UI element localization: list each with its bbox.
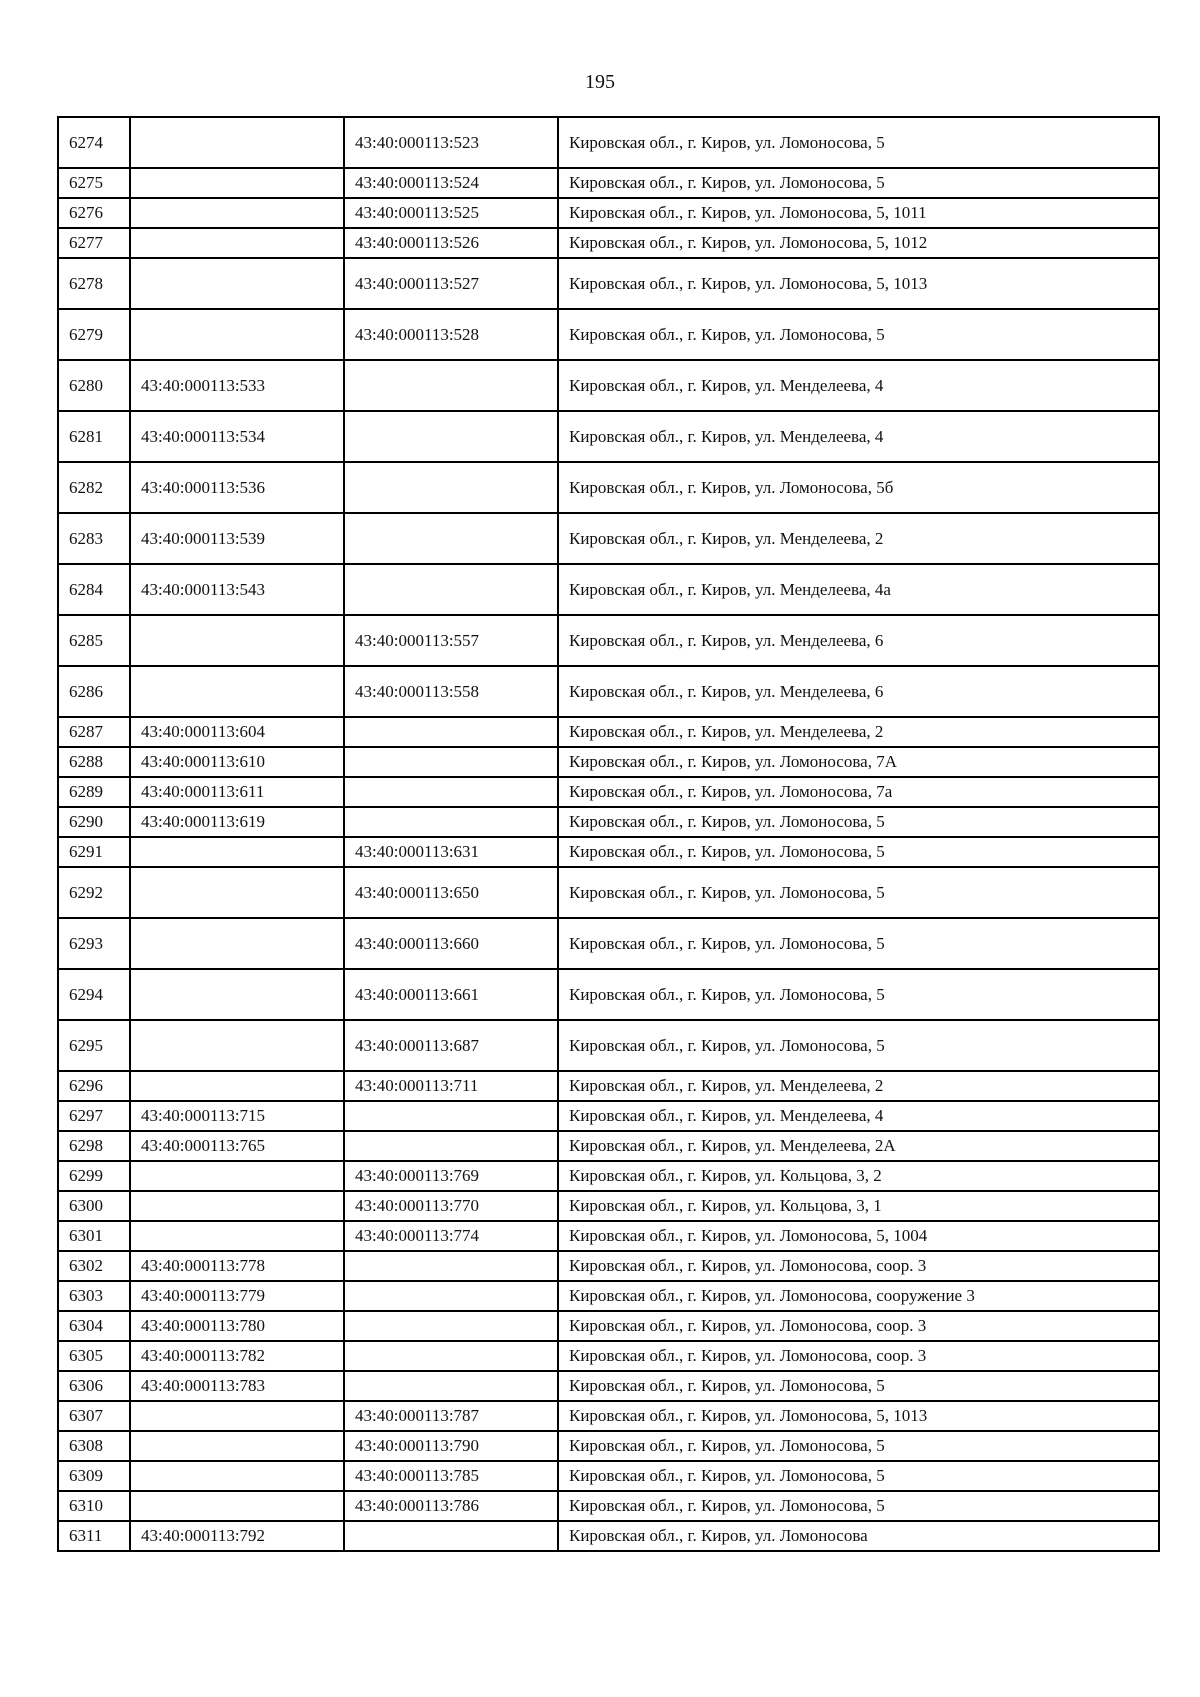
page-number: 195 <box>585 71 615 93</box>
row-number-cell: 6302 <box>58 1251 130 1281</box>
object-cadastral-number-cell: 43:40:000113:660 <box>344 918 558 969</box>
land-cadastral-number-cell: 43:40:000113:782 <box>130 1341 344 1371</box>
object-cadastral-number-cell: 43:40:000113:711 <box>344 1071 558 1101</box>
land-cadastral-number-cell: 43:40:000113:604 <box>130 717 344 747</box>
table-row <box>58 1101 1159 1131</box>
object-cadastral-number-cell <box>344 1281 558 1311</box>
land-cadastral-number-cell <box>130 1461 344 1491</box>
table-row <box>58 117 1159 168</box>
land-cadastral-number-cell <box>130 1071 344 1101</box>
address-cell: Кировская обл., г. Киров, ул. Менделеева, 6 <box>558 615 1159 666</box>
object-cadastral-number-cell <box>344 513 558 564</box>
address-cell: Кировская обл., г. Киров, ул. Менделеева, 6 <box>558 666 1159 717</box>
row-number-cell: 6278 <box>58 258 130 309</box>
object-cadastral-number-cell: 43:40:000113:661 <box>344 969 558 1020</box>
table-row <box>58 1311 1159 1341</box>
row-number-cell: 6285 <box>58 615 130 666</box>
address-cell: Кировская обл., г. Киров, ул. Менделеева, 2 <box>558 717 1159 747</box>
object-cadastral-number-cell <box>344 462 558 513</box>
row-number-cell: 6311 <box>58 1521 130 1551</box>
object-cadastral-number-cell <box>344 747 558 777</box>
row-number-cell: 6301 <box>58 1221 130 1251</box>
table-row <box>58 1521 1159 1551</box>
row-number-cell: 6281 <box>58 411 130 462</box>
address-cell: Кировская обл., г. Киров, ул. Кольцова, 3, 2 <box>558 1161 1159 1191</box>
table-row <box>58 1020 1159 1071</box>
row-number-cell: 6283 <box>58 513 130 564</box>
address-cell: Кировская обл., г. Киров, ул. Ломоносова, сооружение 3 <box>558 1281 1159 1311</box>
row-number-cell: 6309 <box>58 1461 130 1491</box>
table-row <box>58 228 1159 258</box>
land-cadastral-number-cell: 43:40:000113:610 <box>130 747 344 777</box>
land-cadastral-number-cell: 43:40:000113:715 <box>130 1101 344 1131</box>
table-row <box>58 1281 1159 1311</box>
table-row <box>58 564 1159 615</box>
object-cadastral-number-cell: 43:40:000113:525 <box>344 198 558 228</box>
row-number-cell: 6287 <box>58 717 130 747</box>
land-cadastral-number-cell: 43:40:000113:611 <box>130 777 344 807</box>
address-cell: Кировская обл., г. Киров, ул. Ломоносова, 5, 1011 <box>558 198 1159 228</box>
land-cadastral-number-cell: 43:40:000113:536 <box>130 462 344 513</box>
table-row <box>58 1161 1159 1191</box>
address-cell: Кировская обл., г. Киров, ул. Ломоносова, 5б <box>558 462 1159 513</box>
land-cadastral-number-cell: 43:40:000113:783 <box>130 1371 344 1401</box>
row-number-cell: 6291 <box>58 837 130 867</box>
object-cadastral-number-cell <box>344 1251 558 1281</box>
object-cadastral-number-cell: 43:40:000113:774 <box>344 1221 558 1251</box>
table-row <box>58 1401 1159 1431</box>
row-number-cell: 6306 <box>58 1371 130 1401</box>
address-cell: Кировская обл., г. Киров, ул. Ломоносова, 5, 1013 <box>558 1401 1159 1431</box>
table-row <box>58 1491 1159 1521</box>
object-cadastral-number-cell <box>344 1371 558 1401</box>
land-cadastral-number-cell: 43:40:000113:792 <box>130 1521 344 1551</box>
row-number-cell: 6288 <box>58 747 130 777</box>
land-cadastral-number-cell <box>130 1161 344 1191</box>
registry-table <box>57 116 1160 1552</box>
table-row <box>58 1461 1159 1491</box>
address-cell: Кировская обл., г. Киров, ул. Ломоносова, 5 <box>558 1431 1159 1461</box>
table-row <box>58 258 1159 309</box>
object-cadastral-number-cell: 43:40:000113:526 <box>344 228 558 258</box>
address-cell: Кировская обл., г. Киров, ул. Менделеева, 2 <box>558 513 1159 564</box>
land-cadastral-number-cell <box>130 309 344 360</box>
address-cell: Кировская обл., г. Киров, ул. Ломоносова, 5 <box>558 309 1159 360</box>
row-number-cell: 6310 <box>58 1491 130 1521</box>
object-cadastral-number-cell <box>344 1341 558 1371</box>
land-cadastral-number-cell: 43:40:000113:533 <box>130 360 344 411</box>
address-cell: Кировская обл., г. Киров, ул. Ломоносова, 5 <box>558 1491 1159 1521</box>
address-cell: Кировская обл., г. Киров, ул. Менделеева, 4 <box>558 1101 1159 1131</box>
land-cadastral-number-cell <box>130 1020 344 1071</box>
object-cadastral-number-cell: 43:40:000113:769 <box>344 1161 558 1191</box>
object-cadastral-number-cell: 43:40:000113:527 <box>344 258 558 309</box>
address-cell: Кировская обл., г. Киров, ул. Ломоносова, 5 <box>558 1461 1159 1491</box>
row-number-cell: 6295 <box>58 1020 130 1071</box>
address-cell: Кировская обл., г. Киров, ул. Ломоносова, 7А <box>558 747 1159 777</box>
land-cadastral-number-cell <box>130 837 344 867</box>
table-row <box>58 1071 1159 1101</box>
address-cell: Кировская обл., г. Киров, ул. Менделеева, 2А <box>558 1131 1159 1161</box>
table-row <box>58 837 1159 867</box>
row-number-cell: 6304 <box>58 1311 130 1341</box>
table-row <box>58 513 1159 564</box>
land-cadastral-number-cell: 43:40:000113:539 <box>130 513 344 564</box>
table-row <box>58 867 1159 918</box>
address-cell: Кировская обл., г. Киров, ул. Ломоносова, 7а <box>558 777 1159 807</box>
table-row <box>58 969 1159 1020</box>
row-number-cell: 6307 <box>58 1401 130 1431</box>
address-cell: Кировская обл., г. Киров, ул. Ломоносова, 5 <box>558 1020 1159 1071</box>
address-cell: Кировская обл., г. Киров, ул. Менделеева, 4 <box>558 411 1159 462</box>
row-number-cell: 6280 <box>58 360 130 411</box>
land-cadastral-number-cell <box>130 117 344 168</box>
land-cadastral-number-cell <box>130 615 344 666</box>
land-cadastral-number-cell <box>130 1431 344 1461</box>
row-number-cell: 6284 <box>58 564 130 615</box>
object-cadastral-number-cell: 43:40:000113:558 <box>344 666 558 717</box>
object-cadastral-number-cell <box>344 360 558 411</box>
address-cell: Кировская обл., г. Киров, ул. Ломоносова, 5 <box>558 969 1159 1020</box>
row-number-cell: 6290 <box>58 807 130 837</box>
row-number-cell: 6294 <box>58 969 130 1020</box>
address-cell: Кировская обл., г. Киров, ул. Ломоносова, 5 <box>558 918 1159 969</box>
row-number-cell: 6299 <box>58 1161 130 1191</box>
object-cadastral-number-cell: 43:40:000113:557 <box>344 615 558 666</box>
table-row <box>58 666 1159 717</box>
land-cadastral-number-cell <box>130 198 344 228</box>
table-row <box>58 198 1159 228</box>
row-number-cell: 6279 <box>58 309 130 360</box>
land-cadastral-number-cell <box>130 168 344 198</box>
land-cadastral-number-cell <box>130 1191 344 1221</box>
table-row <box>58 807 1159 837</box>
table-row <box>58 360 1159 411</box>
object-cadastral-number-cell <box>344 807 558 837</box>
table-row <box>58 1371 1159 1401</box>
row-number-cell: 6305 <box>58 1341 130 1371</box>
address-cell: Кировская обл., г. Киров, ул. Кольцова, 3, 1 <box>558 1191 1159 1221</box>
land-cadastral-number-cell <box>130 666 344 717</box>
address-cell: Кировская обл., г. Киров, ул. Ломоносова, соор. 3 <box>558 1251 1159 1281</box>
land-cadastral-number-cell: 43:40:000113:780 <box>130 1311 344 1341</box>
table-row <box>58 1431 1159 1461</box>
address-cell: Кировская обл., г. Киров, ул. Ломоносова, соор. 3 <box>558 1311 1159 1341</box>
object-cadastral-number-cell: 43:40:000113:786 <box>344 1491 558 1521</box>
address-cell: Кировская обл., г. Киров, ул. Ломоносова, 5, 1004 <box>558 1221 1159 1251</box>
row-number-cell: 6286 <box>58 666 130 717</box>
object-cadastral-number-cell: 43:40:000113:787 <box>344 1401 558 1431</box>
address-cell: Кировская обл., г. Киров, ул. Менделеева, 2 <box>558 1071 1159 1101</box>
object-cadastral-number-cell <box>344 1311 558 1341</box>
land-cadastral-number-cell <box>130 1491 344 1521</box>
row-number-cell: 6277 <box>58 228 130 258</box>
table-row <box>58 747 1159 777</box>
address-cell: Кировская обл., г. Киров, ул. Ломоносова, 5, 1013 <box>558 258 1159 309</box>
row-number-cell: 6296 <box>58 1071 130 1101</box>
row-number-cell: 6308 <box>58 1431 130 1461</box>
land-cadastral-number-cell <box>130 1221 344 1251</box>
registry-table-body <box>58 117 1159 1551</box>
object-cadastral-number-cell: 43:40:000113:785 <box>344 1461 558 1491</box>
address-cell: Кировская обл., г. Киров, ул. Ломоносова, 5 <box>558 867 1159 918</box>
address-cell: Кировская обл., г. Киров, ул. Ломоносова, 5, 1012 <box>558 228 1159 258</box>
object-cadastral-number-cell <box>344 717 558 747</box>
address-cell: Кировская обл., г. Киров, ул. Менделеева, 4а <box>558 564 1159 615</box>
address-cell: Кировская обл., г. Киров, ул. Ломоносова, 5 <box>558 837 1159 867</box>
row-number-cell: 6274 <box>58 117 130 168</box>
object-cadastral-number-cell <box>344 564 558 615</box>
table-row <box>58 168 1159 198</box>
object-cadastral-number-cell <box>344 777 558 807</box>
row-number-cell: 6276 <box>58 198 130 228</box>
land-cadastral-number-cell <box>130 918 344 969</box>
object-cadastral-number-cell: 43:40:000113:528 <box>344 309 558 360</box>
object-cadastral-number-cell: 43:40:000113:650 <box>344 867 558 918</box>
land-cadastral-number-cell: 43:40:000113:619 <box>130 807 344 837</box>
land-cadastral-number-cell: 43:40:000113:765 <box>130 1131 344 1161</box>
table-row <box>58 717 1159 747</box>
table-row <box>58 309 1159 360</box>
row-number-cell: 6292 <box>58 867 130 918</box>
land-cadastral-number-cell <box>130 867 344 918</box>
land-cadastral-number-cell: 43:40:000113:778 <box>130 1251 344 1281</box>
land-cadastral-number-cell <box>130 1401 344 1431</box>
table-row <box>58 462 1159 513</box>
address-cell: Кировская обл., г. Киров, ул. Ломоносова, 5 <box>558 1371 1159 1401</box>
land-cadastral-number-cell <box>130 258 344 309</box>
object-cadastral-number-cell <box>344 411 558 462</box>
land-cadastral-number-cell <box>130 969 344 1020</box>
address-cell: Кировская обл., г. Киров, ул. Ломоносова <box>558 1521 1159 1551</box>
table-row <box>58 615 1159 666</box>
land-cadastral-number-cell: 43:40:000113:543 <box>130 564 344 615</box>
object-cadastral-number-cell: 43:40:000113:631 <box>344 837 558 867</box>
table-row <box>58 1191 1159 1221</box>
row-number-cell: 6303 <box>58 1281 130 1311</box>
address-cell: Кировская обл., г. Киров, ул. Ломоносова, 5 <box>558 168 1159 198</box>
object-cadastral-number-cell <box>344 1101 558 1131</box>
row-number-cell: 6298 <box>58 1131 130 1161</box>
table-row <box>58 1251 1159 1281</box>
table-row <box>58 411 1159 462</box>
land-cadastral-number-cell: 43:40:000113:534 <box>130 411 344 462</box>
table-row <box>58 918 1159 969</box>
object-cadastral-number-cell <box>344 1521 558 1551</box>
row-number-cell: 6282 <box>58 462 130 513</box>
object-cadastral-number-cell: 43:40:000113:770 <box>344 1191 558 1221</box>
row-number-cell: 6275 <box>58 168 130 198</box>
land-cadastral-number-cell: 43:40:000113:779 <box>130 1281 344 1311</box>
object-cadastral-number-cell: 43:40:000113:687 <box>344 1020 558 1071</box>
address-cell: Кировская обл., г. Киров, ул. Ломоносова, соор. 3 <box>558 1341 1159 1371</box>
row-number-cell: 6289 <box>58 777 130 807</box>
object-cadastral-number-cell <box>344 1131 558 1161</box>
object-cadastral-number-cell: 43:40:000113:523 <box>344 117 558 168</box>
table-row <box>58 1131 1159 1161</box>
table-row <box>58 1221 1159 1251</box>
address-cell: Кировская обл., г. Киров, ул. Ломоносова, 5 <box>558 117 1159 168</box>
address-cell: Кировская обл., г. Киров, ул. Ломоносова, 5 <box>558 807 1159 837</box>
land-cadastral-number-cell <box>130 228 344 258</box>
object-cadastral-number-cell: 43:40:000113:524 <box>344 168 558 198</box>
table-row <box>58 1341 1159 1371</box>
row-number-cell: 6293 <box>58 918 130 969</box>
object-cadastral-number-cell: 43:40:000113:790 <box>344 1431 558 1461</box>
row-number-cell: 6300 <box>58 1191 130 1221</box>
row-number-cell: 6297 <box>58 1101 130 1131</box>
address-cell: Кировская обл., г. Киров, ул. Менделеева, 4 <box>558 360 1159 411</box>
table-row <box>58 777 1159 807</box>
